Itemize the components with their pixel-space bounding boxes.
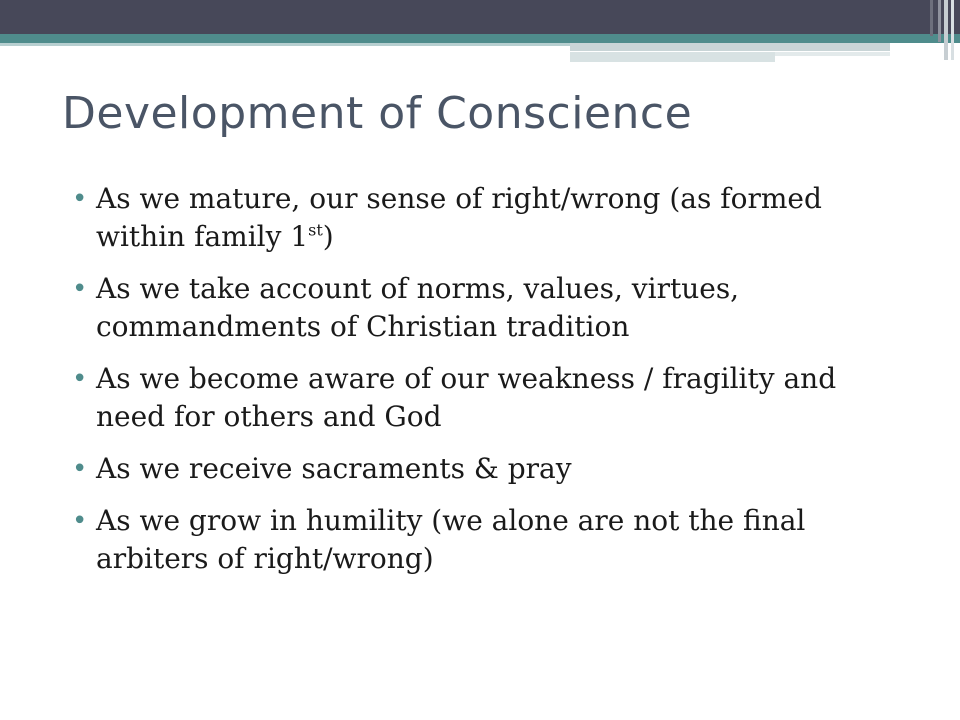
slide-title: Development of Conscience [62,88,693,139]
bullet-text-end: ) [322,220,334,253]
bullet-item [70,180,910,256]
header-decor-line [930,0,933,36]
bullet-item [70,450,910,488]
header-teal-stripe [0,34,960,43]
header-light-stripe [0,43,570,46]
bullet-item [70,360,910,436]
header-band [0,0,960,34]
bullet-dot-icon: • [72,454,88,484]
bullet-text: As we become aware of our weakness / fragility and need for others and God [96,362,837,433]
bullet-list [70,180,910,592]
header-decor-bar [775,52,890,56]
bullet-item [70,502,910,578]
header-decor-line [944,0,948,60]
header-decor-bar [570,52,775,62]
bullet-dot-icon: • [72,506,88,536]
bullet-text: As we grow in humility (we alone are not the final arbiters of right/wrong) [96,504,806,575]
header-decor-bar [570,43,890,51]
bullet-item [70,270,910,346]
bullet-text: As we take account of norms, values, virtues, commandments of Christian tradition [96,272,740,343]
bullet-superscript: st [308,220,323,240]
bullet-dot-icon: • [72,184,88,214]
bullet-text: As we receive sacraments & pray [96,452,572,485]
bullet-dot-icon: • [72,274,88,304]
header-decor-line [951,0,954,60]
header-decor-line [938,0,941,42]
bullet-text: As we mature, our sense of right/wrong (as formed within family 1 [96,182,822,253]
bullet-dot-icon: • [72,364,88,394]
